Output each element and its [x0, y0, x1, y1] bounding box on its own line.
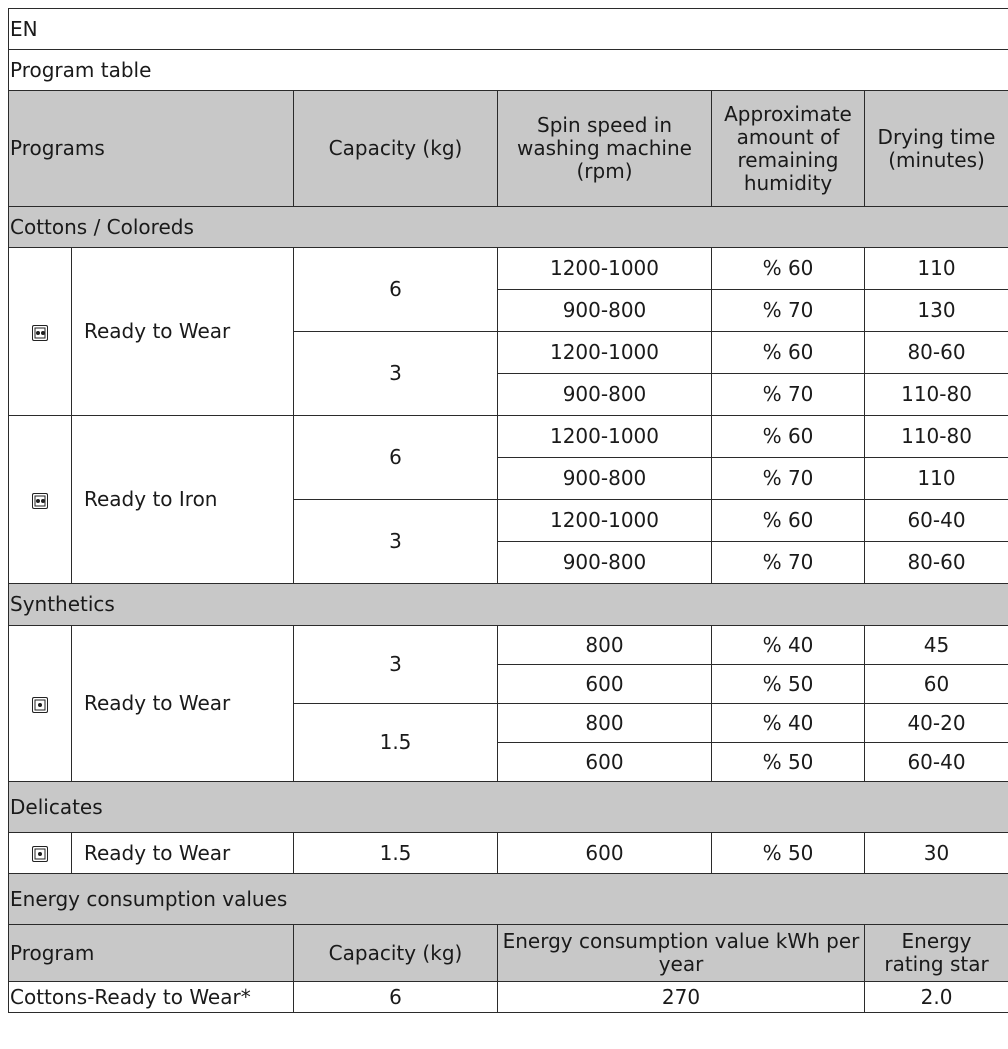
header-remaining-humidity: Approximate amount of remaining humidity [712, 91, 865, 207]
spin-cell: 800 [498, 626, 712, 665]
humidity-cell: % 60 [712, 332, 865, 374]
section-cottons: Cottons / Coloreds [9, 207, 1008, 248]
capacity-cell: 1.5 [294, 704, 498, 782]
energy-header-rating: Energy rating star [865, 925, 1008, 982]
spin-cell: 600 [498, 743, 712, 782]
header-capacity: Capacity (kg) [294, 91, 498, 207]
spin-cell: 1200-1000 [498, 416, 712, 458]
drying-cell: 80-60 [865, 332, 1008, 374]
drying-cell: 60-40 [865, 500, 1008, 542]
drying-cell: 60 [865, 665, 1008, 704]
table-row [9, 416, 1008, 458]
table-row [9, 248, 1008, 290]
energy-header-program: Program [9, 925, 294, 982]
spin-cell: 600 [498, 665, 712, 704]
spin-cell: 900-800 [498, 458, 712, 500]
humidity-cell: % 60 [712, 500, 865, 542]
drying-cell: 110-80 [865, 416, 1008, 458]
section-energy: Energy consumption values [9, 874, 1008, 925]
humidity-cell: % 60 [712, 248, 865, 290]
humidity-cell: % 50 [712, 833, 865, 874]
spin-cell: 900-800 [498, 290, 712, 332]
program-name: Ready to Wear [72, 626, 294, 782]
one-dot-dryness-icon [32, 846, 48, 862]
capacity-cell: 3 [294, 332, 498, 416]
spin-cell: 1200-1000 [498, 332, 712, 374]
humidity-cell: % 50 [712, 743, 865, 782]
spin-cell: 900-800 [498, 542, 712, 584]
drying-cell: 30 [865, 833, 1008, 874]
energy-value: 270 [498, 982, 865, 1013]
energy-header-capacity: Capacity (kg) [294, 925, 498, 982]
program-icon-cell [9, 833, 72, 874]
drying-cell: 45 [865, 626, 1008, 665]
program-icon-cell [9, 248, 72, 416]
one-dot-dryness-icon [32, 697, 48, 713]
capacity-cell: 6 [294, 248, 498, 332]
capacity-cell: 3 [294, 626, 498, 704]
humidity-cell: % 70 [712, 542, 865, 584]
capacity-cell: 3 [294, 500, 498, 584]
program-name: Ready to Iron [72, 416, 294, 584]
program-table-page [8, 8, 1008, 1013]
header-spin-speed: Spin speed in washing machine (rpm) [498, 91, 712, 207]
drying-cell: 40-20 [865, 704, 1008, 743]
drying-cell: 110-80 [865, 374, 1008, 416]
spin-cell: 1200-1000 [498, 248, 712, 290]
energy-rating: 2.0 [865, 982, 1008, 1013]
language-code: EN [9, 9, 1008, 50]
section-synthetics: Synthetics [9, 584, 1008, 626]
section-delicates: Delicates [9, 782, 1008, 833]
energy-program: Cottons-Ready to Wear* [9, 982, 294, 1013]
spin-cell: 900-800 [498, 374, 712, 416]
program-name: Ready to Wear [72, 248, 294, 416]
energy-header-value: Energy consumption value kWh per year [498, 925, 865, 982]
capacity-cell: 6 [294, 416, 498, 500]
program-table [8, 8, 1008, 1013]
humidity-cell: % 70 [712, 374, 865, 416]
energy-capacity: 6 [294, 982, 498, 1013]
table-row [9, 833, 1008, 874]
drying-cell: 130 [865, 290, 1008, 332]
capacity-cell: 1.5 [294, 833, 498, 874]
drying-cell: 110 [865, 458, 1008, 500]
program-name: Ready to Wear [72, 833, 294, 874]
program-icon-cell [9, 626, 72, 782]
spin-cell: 600 [498, 833, 712, 874]
table-title: Program table [9, 50, 1008, 91]
two-dot-dryness-icon [32, 493, 48, 509]
humidity-cell: % 40 [712, 704, 865, 743]
humidity-cell: % 70 [712, 458, 865, 500]
drying-cell: 110 [865, 248, 1008, 290]
energy-header-row [9, 925, 1008, 982]
header-programs: Programs [9, 91, 294, 207]
humidity-cell: % 40 [712, 626, 865, 665]
humidity-cell: % 70 [712, 290, 865, 332]
two-dot-dryness-icon [32, 325, 48, 341]
program-icon-cell [9, 416, 72, 584]
spin-cell: 800 [498, 704, 712, 743]
humidity-cell: % 50 [712, 665, 865, 704]
drying-cell: 80-60 [865, 542, 1008, 584]
spin-cell: 1200-1000 [498, 500, 712, 542]
header-drying-time: Drying time (minutes) [865, 91, 1008, 207]
humidity-cell: % 60 [712, 416, 865, 458]
drying-cell: 60-40 [865, 743, 1008, 782]
energy-row [9, 982, 1008, 1013]
column-header-row [9, 91, 1008, 207]
table-row [9, 626, 1008, 665]
